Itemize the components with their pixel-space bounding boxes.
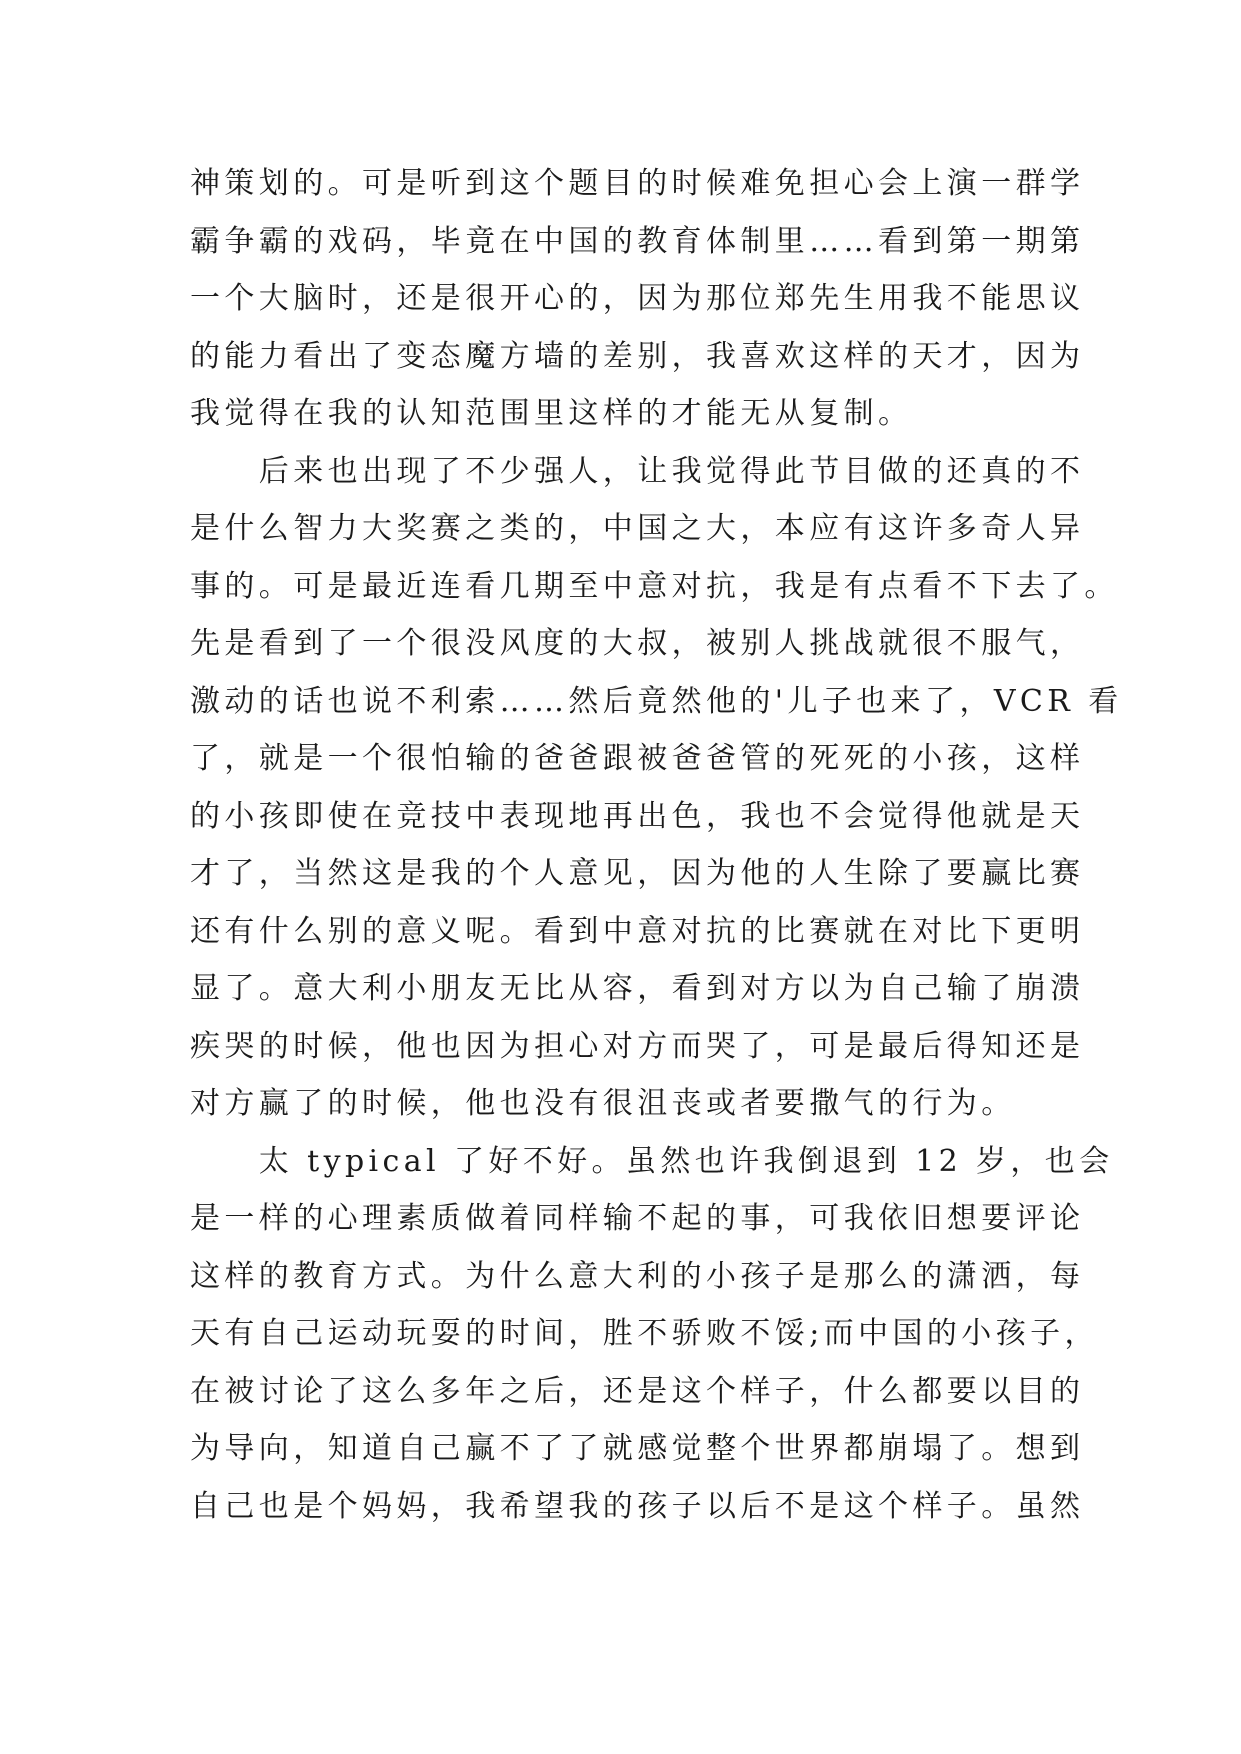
text-line: 显了。意大利小朋友无比从容，看到对方以为自己输了崩溃 <box>190 971 1085 1006</box>
text-line: 我觉得在我的认知范围里这样的才能无从复制。 <box>190 396 913 431</box>
text-line: 是什么智力大奖赛之类的，中国之大，本应有这许多奇人异 <box>190 511 1085 546</box>
text-line: 对方赢了的时候，他也没有很沮丧或者要撒气的行为。 <box>190 1086 1016 1121</box>
text-line: 事的。可是最近连看几期至中意对抗，我是有点看不下去了。 <box>190 568 1119 604</box>
text-line: 还有什么别的意义呢。看到中意对抗的比赛就在对比下更明 <box>190 913 1085 949</box>
text-line: 天有自己运动玩耍的时间，胜不骄败不馁;而中国的小孩子， <box>190 1316 1099 1351</box>
text-line: 太 typical 了好不好。虽然也许我倒退到 12 岁，也会 <box>190 1143 1114 1179</box>
text-line: 在被讨论了这么多年之后，还是这个样子，什么都要以目的 <box>190 1373 1085 1409</box>
body-text <box>190 155 1123 1535</box>
text-line: 才了，当然这是我的个人意见，因为他的人生除了要赢比赛 <box>190 856 1085 891</box>
text-line: 先是看到了一个很没风度的大叔，被别人挑战就很不服气， <box>190 626 1085 661</box>
text-line: 神策划的。可是听到这个题目的时候难免担心会上演一群学 <box>190 166 1085 201</box>
text-line: 疾哭的时候，他也因为担心对方而哭了，可是最后得知还是 <box>190 1028 1085 1064</box>
text-line: 这样的教育方式。为什么意大利的小孩子是那么的潇洒，每 <box>190 1258 1085 1294</box>
text-line: 自己也是个妈妈，我希望我的孩子以后不是这个样子。虽然 <box>190 1488 1085 1524</box>
text-line: 的小孩即使在竞技中表现地再出色，我也不会觉得他就是天 <box>190 798 1085 834</box>
text-line: 一个大脑时，还是很开心的，因为那位郑先生用我不能思议 <box>190 281 1085 316</box>
text-line: 后来也出现了不少强人，让我觉得此节目做的还真的不 <box>190 453 1085 489</box>
text-line: 是一样的心理素质做着同样输不起的事，可我依旧想要评论 <box>190 1201 1085 1236</box>
text-line: 的能力看出了变态魔方墙的差别，我喜欢这样的天才，因为 <box>190 338 1085 374</box>
text-line: 了，就是一个很怕输的爸爸跟被爸爸管的死死的小孩，这样 <box>190 741 1085 776</box>
text-line: 激动的话也说不利索……然后竟然他的'儿子也来了，VCR 看 <box>190 683 1123 719</box>
text-line: 为导向，知道自己赢不了了就感觉整个世界都崩塌了。想到 <box>190 1431 1085 1466</box>
text-line: 霸争霸的戏码，毕竟在中国的教育体制里……看到第一期第 <box>190 223 1085 259</box>
